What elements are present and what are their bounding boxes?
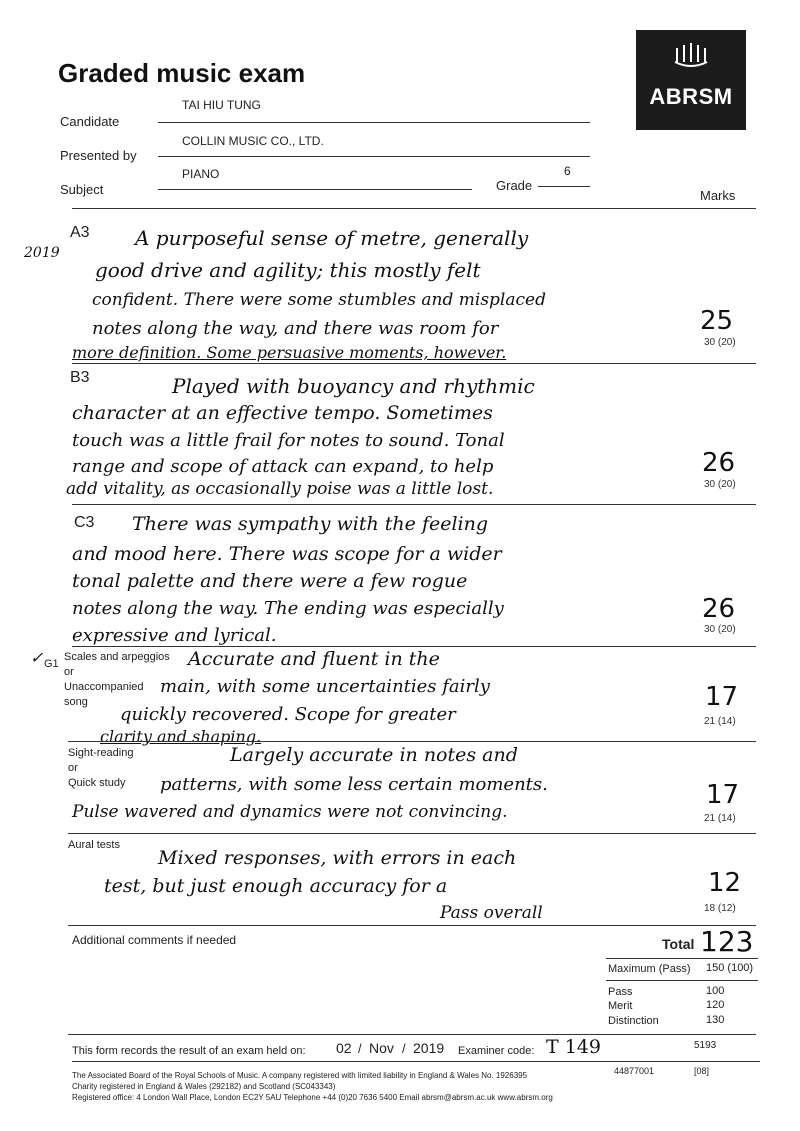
legal-text: The Associated Board of the Royal Schools of Music. A company registered with limited liability in England & Wales No. 1926395: [72, 1071, 528, 1080]
section-mark: 26: [702, 594, 736, 624]
comment-line: A purposeful sense of metre, generally: [135, 226, 529, 250]
row-label: or: [68, 762, 78, 774]
row-label: Sight-reading: [68, 747, 134, 759]
comment-line: range and scope of attack can expand, to help: [72, 456, 494, 477]
comment-line: good drive and agility; this mostly felt: [95, 258, 481, 282]
comment-line: main, with some uncertainties fairly: [160, 676, 490, 697]
comment-line: Largely accurate in notes and: [230, 744, 518, 766]
date-separator: /: [358, 1041, 362, 1056]
section-max: 18 (12): [704, 903, 736, 914]
comment-line: notes along the way. The ending was especially: [72, 598, 504, 619]
candidate-value: TAI HIU TUNG: [182, 98, 261, 112]
total-value: 123: [700, 925, 754, 958]
comment-line: Accurate and fluent in the: [188, 648, 440, 670]
page-title: Graded music exam: [58, 58, 306, 88]
section-mark: 25: [700, 306, 734, 336]
maximum-value: 150 (100): [706, 962, 754, 974]
comment-line: and mood here. There was scope for a wider: [72, 543, 502, 565]
subject-value: PIANO: [182, 167, 220, 181]
reference-number: 5193: [694, 1040, 717, 1051]
comment-line: tonal palette and there were a few rogue: [72, 570, 468, 592]
section-max: 30 (20): [704, 479, 736, 490]
section-mark: 17: [706, 780, 740, 810]
grade-value: 6: [564, 164, 571, 178]
section-max: 30 (20): [704, 337, 736, 348]
section-code: C3: [74, 514, 95, 531]
distinction-label: Distinction: [608, 1015, 659, 1027]
comment-line: quickly recovered. Scope for greater: [120, 704, 456, 725]
legal-text: Charity registered in England & Wales (292182) and Scotland (SC043343): [72, 1082, 336, 1091]
section-mark: 12: [708, 868, 742, 898]
section-mark: 26: [702, 448, 736, 478]
row-label: song: [64, 696, 88, 708]
comment-line: more definition. Some persuasive moments, however.: [72, 343, 507, 362]
presented-by-label: Presented by: [60, 148, 137, 163]
comment-line: There was sympathy with the feeling: [132, 513, 489, 535]
form-number: 44877001: [614, 1066, 655, 1076]
comment-line: Pulse wavered and dynamics were not convincing.: [72, 802, 508, 822]
exam-date-day: 02: [336, 1040, 352, 1056]
legal-text: Registered office: 4 London Wall Place, London EC2Y 5AU Telephone +44 (0)20 7636 5400 Email abrsm@abrsm.ac.uk www.abrsm.org: [72, 1093, 553, 1102]
section-mark: 17: [705, 682, 739, 712]
pass-value: 100: [706, 985, 725, 997]
abrsm-logo: [636, 30, 746, 130]
record-text: This form records the result of an exam held on:: [72, 1045, 306, 1057]
form-code: [08]: [694, 1066, 710, 1076]
exam-date-month: Nov: [369, 1040, 394, 1056]
merit-label: Merit: [608, 1000, 633, 1012]
maximum-label: Maximum (Pass): [608, 963, 691, 975]
additional-comments-label: Additional comments if needed: [72, 933, 237, 947]
comment-line: expressive and lyrical.: [72, 625, 277, 646]
comment-line: patterns, with some less certain moments.: [160, 774, 548, 795]
section-code: G1: [44, 658, 59, 670]
row-label: Unaccompanied: [64, 681, 144, 693]
examiner-code: T 149: [546, 1036, 601, 1058]
comment-line: Pass overall: [440, 903, 543, 923]
section-max: 21 (14): [704, 813, 736, 824]
subject-label: Subject: [60, 182, 104, 197]
section-code: B3: [70, 369, 90, 386]
row-label: Quick study: [68, 777, 126, 789]
distinction-value: 130: [706, 1014, 725, 1026]
exam-date-year: 2019: [413, 1040, 445, 1056]
comment-line: Played with buoyancy and rhythmic: [172, 374, 535, 398]
comment-line: add vitality, as occasionally poise was a little lost.: [66, 479, 494, 499]
margin-note: 2019: [24, 245, 60, 261]
row-label: Aural tests: [68, 839, 120, 851]
section-code: A3: [70, 224, 90, 241]
grade-label: Grade: [496, 178, 533, 193]
comment-line: test, but just enough accuracy for a: [104, 875, 448, 897]
comment-line: confident. There were some stumbles and misplaced: [92, 290, 546, 310]
section-max: 21 (14): [704, 716, 736, 727]
row-label: Scales and arpeggios: [64, 651, 170, 663]
candidate-label: Candidate: [60, 114, 120, 129]
comment-line: Mixed responses, with errors in each: [158, 847, 517, 869]
marks-label: Marks: [700, 188, 736, 203]
comment-line: notes along the way, and there was room for: [92, 318, 499, 339]
presented-by-value: COLLIN MUSIC CO., LTD.: [182, 134, 324, 148]
check-mark: ✓: [30, 648, 44, 667]
examiner-label: Examiner code:: [458, 1045, 535, 1057]
comment-line: touch was a little frail for notes to sound. Tonal: [72, 430, 505, 451]
crown-icon: [671, 42, 711, 72]
pass-label: Pass: [608, 986, 633, 998]
section-max: 30 (20): [704, 624, 736, 635]
comment-line: clarity and shaping.: [100, 727, 262, 746]
date-separator: /: [402, 1041, 406, 1056]
merit-value: 120: [706, 999, 725, 1011]
comment-line: character at an effective tempo. Sometimes: [72, 402, 493, 424]
total-label: Total: [662, 936, 695, 952]
logo-text: ABRSM: [649, 84, 733, 109]
row-label: or: [64, 666, 74, 678]
